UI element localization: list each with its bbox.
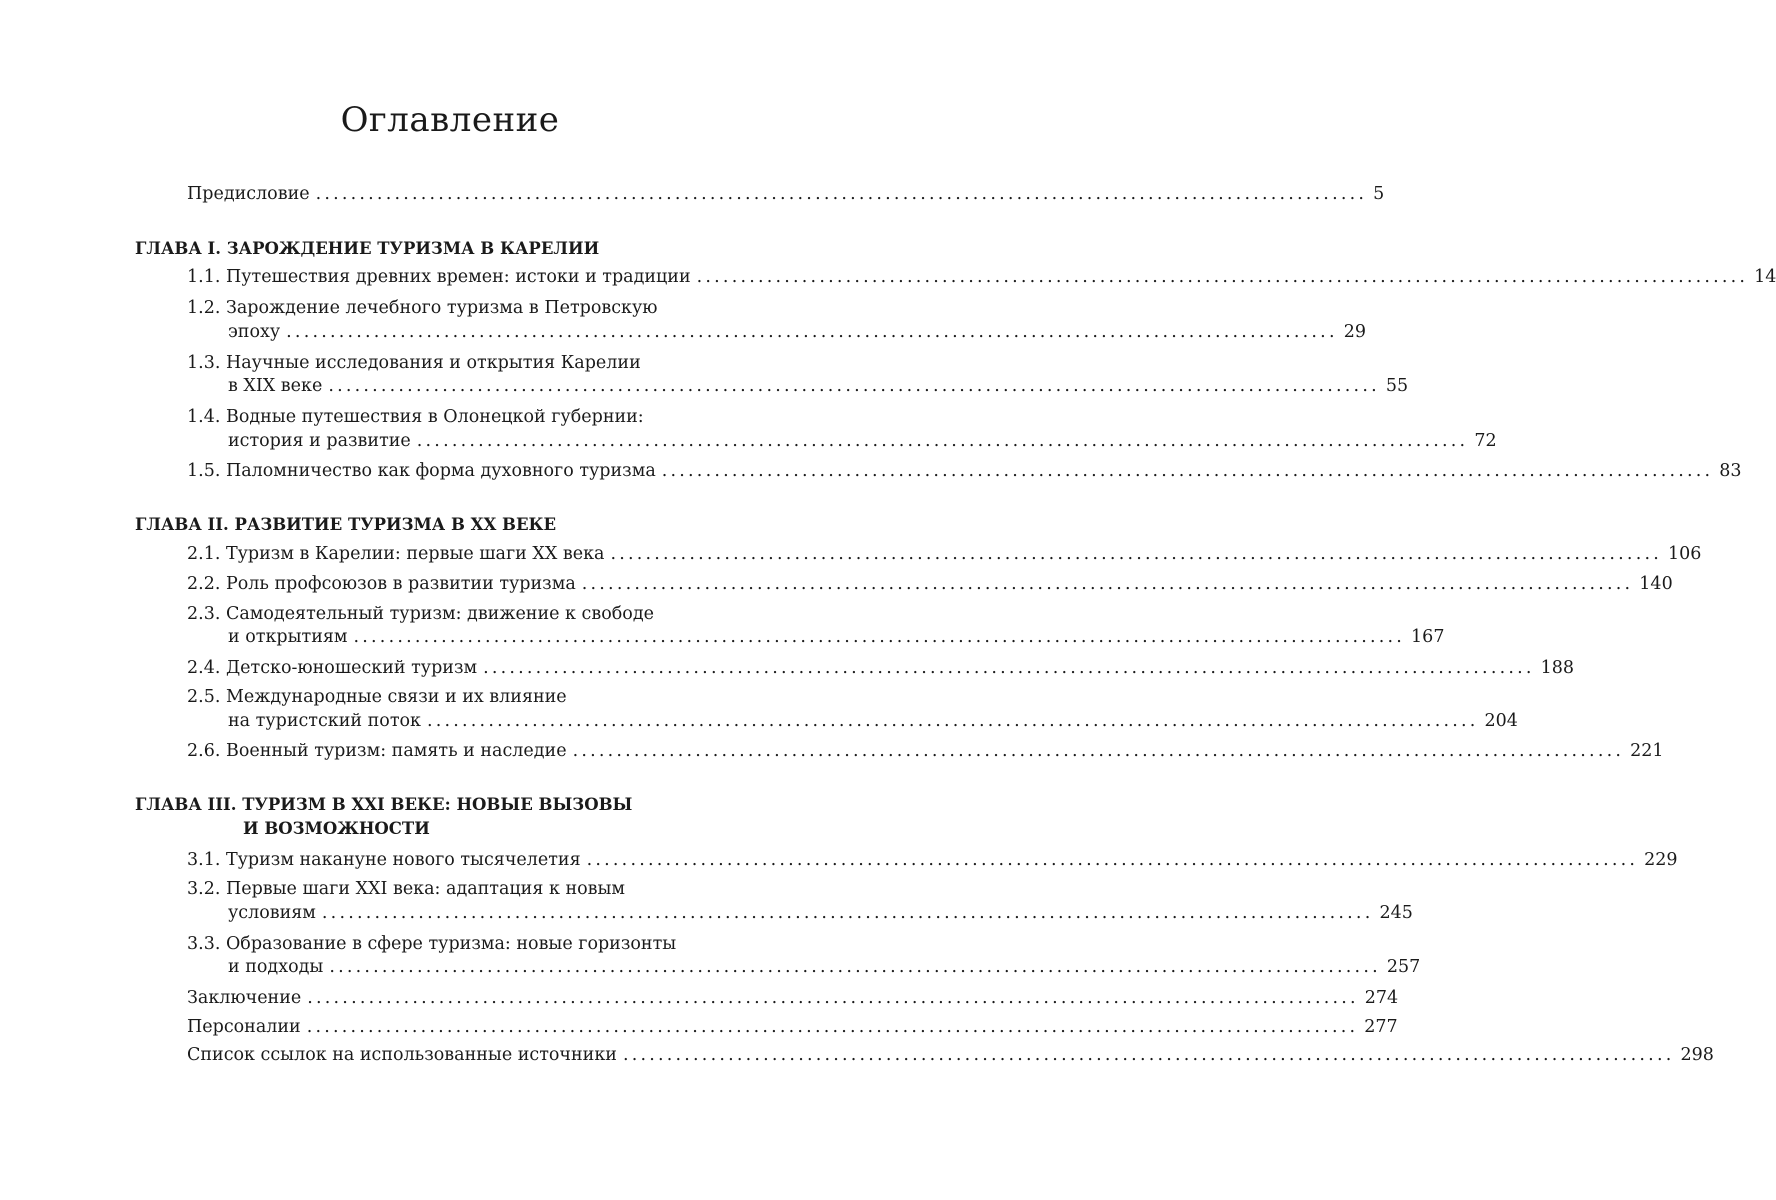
page-number: 245 [1379,903,1413,923]
toc-entry-1-5[interactable] [187,459,1742,483]
toc-entry-1-2[interactable] [228,320,1366,344]
entry-label: 2.1. Туризм в Карелии: первые шаги XX века [187,544,605,564]
toc-entry-2-6[interactable] [187,739,1664,763]
toc-entry-1-1[interactable] [187,265,1776,289]
toc-entry-3-2[interactable] [228,901,1413,925]
page-title: Оглавление [340,100,560,140]
page-number: 274 [1364,988,1399,1008]
toc-entry-2-2[interactable] [187,572,1673,596]
chapter-3-heading-cont[interactable]: И ВОЗМОЖНОСТИ [243,819,430,838]
entry-label: и открытиям [228,627,348,647]
entry-label: 2.4. Детско-юношеский туризм [187,658,478,678]
toc-entry-3-3[interactable] [228,955,1421,979]
toc-entry-2-5-line1[interactable]: 2.5. Международные связи и их влияние [187,687,567,707]
entry-label: Список ссылок на использованные источники [187,1045,617,1065]
toc-entry-1-4[interactable] [228,429,1497,453]
dot-leader: ........................................................................................................................ [307,988,1359,1008]
page-number: 140 [1639,574,1673,594]
page-number: 83 [1719,461,1742,481]
page-number: 5 [1373,184,1385,204]
entry-label: эпоху [228,322,281,342]
page-number: 221 [1630,741,1664,761]
toc-entry-2-1[interactable] [187,542,1702,566]
dot-leader: ........................................................................................................................ [353,627,1406,647]
entry-label: Персоналии [187,1017,301,1037]
page-number: 167 [1411,627,1445,647]
entry-label: история и развитие [228,431,411,451]
page-number: 277 [1364,1017,1398,1037]
page-number: 188 [1540,658,1575,678]
dot-leader: ........................................................................................................................ [416,431,1469,451]
toc-entry-3-3-line1[interactable]: 3.3. Образование в сфере туризма: новые горизонты [187,934,677,954]
dot-leader: ........................................................................................................................ [483,658,1535,678]
chapter-2-heading[interactable]: ГЛАВА II. РАЗВИТИЕ ТУРИЗМА В XX ВЕКЕ [135,515,557,534]
dot-leader: ........................................................................................................................ [315,184,1368,204]
toc-entry-3-2-line1[interactable]: 3.2. Первые шаги XXI века: адаптация к новым [187,879,626,899]
page-number: 72 [1474,431,1497,451]
dot-leader: ........................................................................................................................ [306,1017,1359,1037]
entry-label: и подходы [228,957,324,977]
dot-leader: ........................................................................................................................ [328,376,1380,396]
entry-label: Заключение [187,988,302,1008]
dot-leader: ........................................................................................................................ [610,544,1662,564]
entry-label: 3.1. Туризм накануне нового тысячелетия [187,850,581,870]
page-number: 204 [1484,711,1518,731]
entry-label: 1.5. Паломничество как форма духовного туризма [187,461,656,481]
dot-leader: ........................................................................................................................ [581,574,1634,594]
toc-entry-conclusion[interactable] [187,986,1399,1010]
dot-leader: ........................................................................................................................ [696,267,1749,287]
dot-leader: ........................................................................................................................ [426,711,1479,731]
dot-leader: ........................................................................................................................ [329,957,1381,977]
dot-leader: ........................................................................................................................ [572,741,1625,761]
toc-entry-1-4-line1[interactable]: 1.4. Водные путешествия в Олонецкой губернии: [187,407,644,427]
entry-label: 1.1. Путешествия древних времен: истоки и традиции [187,267,691,287]
entry-label: на туристский поток [228,711,421,731]
chapter-3-heading[interactable]: ГЛАВА III. ТУРИЗМ В XXI ВЕКЕ: НОВЫЕ ВЫЗОВЫ [135,795,633,814]
dot-leader: ........................................................................................................................ [622,1045,1675,1065]
page-number: 229 [1644,850,1678,870]
toc-entry-1-3[interactable] [228,374,1409,398]
toc-entry-persons[interactable] [187,1015,1398,1039]
toc-entry-3-1[interactable] [187,848,1678,872]
toc-entry-1-3-line1[interactable]: 1.3. Научные исследования и открытия Карелии [187,353,641,373]
page-number: 55 [1385,376,1409,396]
toc-entry-preface[interactable] [187,182,1385,206]
entry-label: 2.2. Роль профсоюзов в развитии туризма [187,574,576,594]
page-number: 106 [1667,544,1702,564]
toc-entry-2-5[interactable] [228,709,1518,733]
entry-label: 2.6. Военный туризм: память и наследие [187,741,567,761]
page-number: 29 [1343,322,1366,342]
page-number: 14 [1754,267,1776,287]
page-number: 298 [1680,1045,1714,1065]
toc-entry-2-3-line1[interactable]: 2.3. Самодеятельный туризм: движение к свободе [187,604,654,624]
toc-entry-sources[interactable] [187,1043,1714,1067]
dot-leader: ........................................................................................................................ [661,461,1714,481]
entry-label: условиям [228,903,316,923]
dot-leader: ........................................................................................................................ [586,850,1639,870]
entry-label: Предисловие [187,184,310,204]
chapter-1-heading[interactable]: ГЛАВА I. ЗАРОЖДЕНИЕ ТУРИЗМА В КАРЕЛИИ [135,239,600,258]
toc-entry-1-2-line1[interactable]: 1.2. Зарождение лечебного туризма в Петровскую [187,298,658,318]
dot-leader: ........................................................................................................................ [286,322,1338,342]
page-number: 257 [1386,957,1421,977]
toc-entry-2-3[interactable] [228,625,1445,649]
toc-entry-2-4[interactable] [187,656,1575,680]
dot-leader: ........................................................................................................................ [321,903,1374,923]
entry-label: в XIX веке [228,376,323,396]
